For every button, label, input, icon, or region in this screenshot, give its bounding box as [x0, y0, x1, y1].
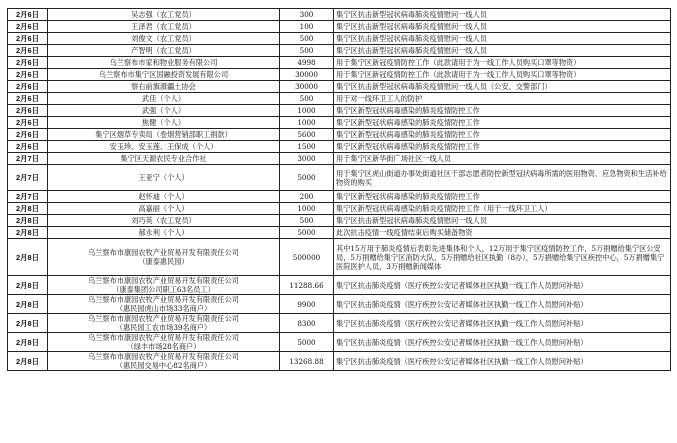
donor-name: 赵怀迪（个人）	[138, 192, 189, 201]
amount-cell: 500	[280, 93, 334, 105]
table-row	[8, 141, 671, 153]
purpose-cell: 集宁区新型冠状病毒感染的肺炎疫情防控工作	[334, 141, 671, 153]
donor-cell	[48, 352, 280, 371]
donor-cell	[48, 105, 280, 117]
amount-cell: 13268.88	[280, 352, 334, 371]
date-cell: 2月8日	[8, 333, 48, 352]
donor-cell	[48, 117, 280, 129]
donor-cell	[48, 314, 280, 333]
table-row	[8, 105, 671, 117]
purpose-cell: 集宁区新型冠状病毒感染的肺炎疫情防控工作	[334, 105, 671, 117]
amount-cell: 4998	[280, 57, 334, 69]
table-row	[8, 239, 671, 276]
date-cell: 2月8日	[8, 295, 48, 314]
donor-cell	[48, 295, 280, 314]
amount-cell: 300	[280, 9, 334, 21]
donor-name: 王泽君（农工党员）	[131, 22, 196, 31]
donor-cell	[48, 191, 280, 203]
table-row	[8, 129, 671, 141]
table-row	[8, 215, 671, 227]
donor-name: 高嘉丽（个人）	[138, 204, 189, 213]
donor-cell	[48, 57, 280, 69]
purpose-cell: 集宁区抗击新型冠状病毒肺炎疫情慰问一线人员（公安、交警部门）	[334, 81, 671, 93]
purpose-cell: 集宁区新型冠状病毒感染的肺炎疫情防控工作	[334, 117, 671, 129]
amount-cell: 11288.66	[280, 276, 334, 295]
date-cell: 2月7日	[8, 165, 48, 191]
table-row	[8, 117, 671, 129]
amount-cell: 3000	[280, 153, 334, 165]
amount-cell: 500	[280, 33, 334, 45]
purpose-cell: 集宁区抗击新型冠状病毒肺炎疫情慰问一线人员	[334, 21, 671, 33]
donor-name: 乌兰察布市康园农牧产业贸易开发有限责任公司	[88, 314, 239, 323]
purpose-cell: 用于集宁区新冠疫情防控工作（此款请用于为一线工作人员购买口罩等物资）	[334, 69, 671, 81]
donor-name: 乌兰察布市家和物业服务有限公司	[109, 58, 218, 67]
table-row	[8, 203, 671, 215]
date-cell: 2月6日	[8, 141, 48, 153]
donor-name: 刘俊文（农工党员）	[131, 34, 196, 43]
purpose-cell: 用于集宁区新华街广场社区一线人员	[334, 153, 671, 165]
table-row	[8, 191, 671, 203]
donor-cell	[48, 215, 280, 227]
purpose-cell: 用于集宁区虎山街道办事处街道社区干部志愿者防控新型冠状病毒所需的医用物资、应急物资和生活补给物资的购买	[334, 165, 671, 191]
amount-cell: 500000	[280, 239, 334, 276]
amount-cell: 30000	[280, 81, 334, 93]
donor-cell	[48, 239, 280, 276]
amount-cell: 500	[280, 215, 334, 227]
amount-cell: 500	[280, 45, 334, 57]
donor-name: 安玉珍、安玉莲、王保成（个人）	[109, 142, 218, 151]
purpose-cell: 集宁区抗击新型冠状病毒肺炎疫情慰问一线人员	[334, 33, 671, 45]
table-row	[8, 333, 671, 352]
donor-cell	[48, 276, 280, 295]
purpose-cell: 集宁区新型冠状病毒感染的肺炎疫情防控工作	[334, 129, 671, 141]
date-cell: 2月6日	[8, 129, 48, 141]
donor-name: 集宁区烟草专卖局（卷烟营销部职工捐款）	[95, 130, 232, 139]
date-cell: 2月6日	[8, 105, 48, 117]
amount-cell: 30000	[280, 69, 334, 81]
donor-cell	[48, 333, 280, 352]
donation-rows	[8, 9, 671, 371]
table-row	[8, 314, 671, 333]
date-cell: 2月6日	[8, 93, 48, 105]
donor-cell	[48, 203, 280, 215]
amount-cell: 5000	[280, 165, 334, 191]
donor-cell	[48, 9, 280, 21]
date-cell: 2月6日	[8, 117, 48, 129]
donor-name: 郝永利（个人）	[138, 228, 189, 237]
amount-cell: 9900	[280, 295, 334, 314]
donor-name: 王亚宁（个人）	[138, 173, 189, 182]
purpose-cell: 集宁区抗击肺炎疫情（医疗疾控公安记者媒体社区执勤一线工作人员慰问补贴）	[334, 295, 671, 314]
table-row	[8, 165, 671, 191]
table-row	[8, 21, 671, 33]
donor-name: 察右前旗滠疆土协会	[131, 82, 196, 91]
donor-cell	[48, 69, 280, 81]
table-row	[8, 45, 671, 57]
date-cell: 2月6日	[8, 69, 48, 81]
date-cell: 2月6日	[8, 57, 48, 69]
date-cell: 2月6日	[8, 45, 48, 57]
purpose-cell: 集宁区抗击新型冠状病毒肺炎疫情慰问一线人员	[334, 215, 671, 227]
purpose-cell: 集宁区抗击肺炎疫情（医疗疾控公安记者媒体社区执勤一线工作人员慰问补贴）	[334, 314, 671, 333]
date-cell: 2月6日	[8, 33, 48, 45]
donor-subname: （康泰集团公司职工63名员工）	[112, 285, 215, 294]
donor-cell	[48, 153, 280, 165]
donation-table	[7, 8, 671, 371]
donor-name: 乌兰察布市康园农牧产业贸易开发有限责任公司	[88, 295, 239, 304]
donor-cell	[48, 141, 280, 153]
donor-cell	[48, 165, 280, 191]
table-row	[8, 69, 671, 81]
donor-name: 乌兰察布市康园农牧产业贸易开发有限责任公司	[88, 276, 239, 285]
purpose-cell: 集宁区抗击肺炎疫情（医疗疾控公安记者媒体社区执勤一线工作人员慰问补贴）	[334, 352, 671, 371]
donor-name: 乌兰察布市康园农牧产业贸易开发有限责任公司	[88, 248, 239, 257]
donor-cell	[48, 21, 280, 33]
donor-cell	[48, 45, 280, 57]
donor-subname: （康泰惠民园）	[138, 257, 189, 266]
amount-cell: 200	[280, 191, 334, 203]
donor-name: 产智明（农工党员）	[131, 46, 196, 55]
amount-cell: 1500	[280, 141, 334, 153]
purpose-cell: 集宁区抗击肺炎疫情（医疗疾控公安记者媒体社区执勤一线工作人员慰问补贴）	[334, 333, 671, 352]
purpose-cell: 用于对一线环卫工人的防护	[334, 93, 671, 105]
donor-cell	[48, 129, 280, 141]
purpose-cell: 集宁区新型冠状病毒感染的肺炎疫情防控工作（用于一线环卫工人）	[334, 203, 671, 215]
donor-subname: （惠民园工农市场39名商户）	[115, 323, 212, 332]
donor-cell	[48, 33, 280, 45]
date-cell: 2月6日	[8, 9, 48, 21]
date-cell: 2月8日	[8, 314, 48, 333]
date-cell: 2月8日	[8, 352, 48, 371]
donor-name: 吴志强（农工党员）	[131, 10, 196, 19]
date-cell: 2月8日	[8, 227, 48, 239]
donor-name: 刘巧英（农工党员）	[131, 216, 196, 225]
donor-name: 焦健（个人）	[141, 118, 186, 127]
donor-subname: （惠民园虎山市场33名商户）	[115, 304, 212, 313]
amount-cell: 1000	[280, 117, 334, 129]
table-row	[8, 81, 671, 93]
table-row	[8, 153, 671, 165]
donor-subname: （惠民园交易中心82名商户）	[115, 361, 212, 370]
purpose-cell: 集宁区新型冠状病毒感染的肺炎疫情防控工作	[334, 191, 671, 203]
table-row	[8, 276, 671, 295]
donor-cell	[48, 227, 280, 239]
donor-cell	[48, 81, 280, 93]
donor-name: 武强（个人）	[141, 106, 186, 115]
purpose-cell: 集宁区抗击新型冠状病毒肺炎疫情慰问一线人员	[334, 9, 671, 21]
date-cell: 2月8日	[8, 215, 48, 227]
table-row	[8, 227, 671, 239]
donor-subname: （绿丰市场28名商户）	[126, 342, 201, 351]
table-row	[8, 57, 671, 69]
donor-cell	[48, 93, 280, 105]
amount-cell: 1000	[280, 203, 334, 215]
table-row	[8, 352, 671, 371]
amount-cell: 1000	[280, 105, 334, 117]
date-cell: 2月7日	[8, 153, 48, 165]
date-cell: 2月6日	[8, 81, 48, 93]
date-cell: 2月6日	[8, 21, 48, 33]
table-row	[8, 9, 671, 21]
date-cell: 2月8日	[8, 203, 48, 215]
donor-name: 武佳（个人）	[141, 94, 186, 103]
donor-name: 乌兰察布市康园农牧产业贸易开发有限责任公司	[88, 333, 239, 342]
donor-name: 集宁区天源农民专业合作社	[120, 154, 207, 163]
purpose-cell: 此次抗击疫情一线疫情结束后购买储备物资	[334, 227, 671, 239]
table-row	[8, 93, 671, 105]
table-row	[8, 33, 671, 45]
date-cell: 2月8日	[8, 276, 48, 295]
amount-cell: 5600	[280, 129, 334, 141]
date-cell: 2月8日	[8, 239, 48, 276]
purpose-cell: 用于集宁区新冠疫情防控工作（此款请用于为一线工作人员购买口罩等物资）	[334, 57, 671, 69]
amount-cell: 8300	[280, 314, 334, 333]
amount-cell: 5000	[280, 227, 334, 239]
amount-cell: 100	[280, 21, 334, 33]
purpose-cell: 集宁区抗击新型冠状病毒肺炎疫情慰问一线人员	[334, 45, 671, 57]
amount-cell: 5000	[280, 333, 334, 352]
donor-name: 乌兰察布市康园农牧产业贸易开发有限责任公司	[88, 352, 239, 361]
purpose-cell: 其中15万用于肺炎疫情后表彰先进集体和个人，12万用于集宁区疫情防控工作，5万捐赠给集宁区公安局，5万捐赠给集宁区消防大队，5万捐赠给社区执勤（8办），5万捐赠给集宁区疾控中心，5万捐赠集宁医院医护人员，3万捐赠新闻媒体	[334, 239, 671, 276]
date-cell: 2月7日	[8, 191, 48, 203]
table-row	[8, 295, 671, 314]
purpose-cell: 集宁区抗击肺炎疫情（医疗疾控公安记者媒体社区执勤一线工作人员慰问补贴）	[334, 276, 671, 295]
donor-name: 乌兰察布市集宁区国融投资发展有限公司	[98, 70, 229, 79]
